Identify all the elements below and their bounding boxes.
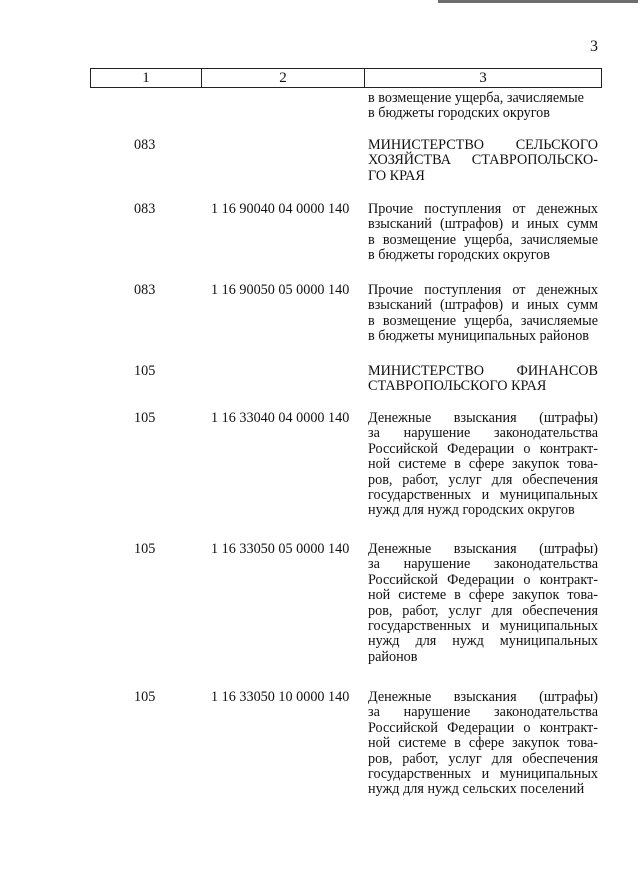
row-code-admin: 083 bbox=[134, 201, 156, 217]
description-line: МИНИСТЕРСТВО СЕЛЬСКОГО bbox=[368, 137, 598, 153]
description-line: нужд для нужд муниципальных bbox=[368, 633, 598, 650]
description-line: за нарушение законодательства bbox=[368, 704, 598, 721]
row-code-admin: 105 bbox=[134, 689, 156, 705]
description-line: нужд для нужд городских округов bbox=[368, 502, 575, 519]
description-line: МИНИСТЕРСТВО ФИНАНСОВ bbox=[368, 363, 598, 379]
page-number: 3 bbox=[590, 38, 598, 55]
description-line: Денежные взыскания (штрафы) bbox=[368, 541, 598, 557]
description-line: государственных и муниципальных bbox=[368, 618, 598, 635]
description-line: за нарушение законодательства bbox=[368, 556, 598, 573]
row-code-admin: 105 bbox=[134, 541, 156, 557]
description-line: в бюджеты муниципальных районов bbox=[368, 328, 589, 345]
description-line: ной системе в сфере закупок това- bbox=[368, 456, 598, 473]
description-line: ГО КРАЯ bbox=[368, 167, 425, 184]
header-column-3: 3 bbox=[479, 70, 487, 86]
continuation-line: в возмещение ущерба, зачисляемые bbox=[368, 90, 584, 106]
description-line: ной системе в сфере закупок това- bbox=[368, 587, 598, 604]
description-line: Российской Федерации о контракт- bbox=[368, 719, 598, 736]
description-line: ров, работ, услуг для обеспечения bbox=[368, 750, 598, 767]
row-description bbox=[368, 411, 598, 519]
description-line: Российской Федерации о контракт- bbox=[368, 571, 598, 588]
description-line: Российской Федерации о контракт- bbox=[368, 440, 598, 457]
description-line: нужд для нужд сельских поселений bbox=[368, 781, 585, 798]
row-code-admin: 105 bbox=[134, 363, 156, 379]
description-line: ров, работ, услуг для обеспечения bbox=[368, 602, 598, 619]
description-line: государственных и муниципальных bbox=[368, 766, 598, 783]
description-line: в возмещение ущерба, зачисляемые bbox=[368, 231, 598, 248]
continuation-text bbox=[368, 91, 598, 122]
row-code-admin: 083 bbox=[134, 282, 156, 298]
row-description bbox=[368, 138, 598, 184]
row-code-income: 1 16 33040 04 0000 140 bbox=[211, 410, 350, 426]
description-line: ХОЗЯЙСТВА СТАВРОПОЛЬСКО- bbox=[368, 152, 598, 169]
description-line: взысканий (штрафов) и иных сумм bbox=[368, 216, 598, 233]
description-line: в бюджеты городских округов bbox=[368, 247, 550, 264]
row-code-income: 1 16 33050 05 0000 140 bbox=[211, 541, 350, 557]
row-code-admin: 105 bbox=[134, 410, 156, 426]
description-line: взысканий (штрафов) и иных сумм bbox=[368, 297, 598, 314]
description-line: государственных и муниципальных bbox=[368, 487, 598, 504]
table-header-row bbox=[90, 68, 602, 88]
continuation-line: в бюджеты городских округов bbox=[368, 105, 550, 122]
row-description bbox=[368, 202, 598, 264]
row-description bbox=[368, 690, 598, 798]
description-line: ров, работ, услуг для обеспечения bbox=[368, 471, 598, 488]
row-description bbox=[368, 364, 598, 395]
header-column-1: 1 bbox=[91, 69, 202, 87]
row-description bbox=[368, 283, 598, 345]
description-line: Прочие поступления от денежных bbox=[368, 282, 598, 298]
header-column-2: 2 bbox=[202, 69, 365, 87]
scan-edge-line bbox=[438, 0, 638, 3]
description-line: СТАВРОПОЛЬСКОГО КРАЯ bbox=[368, 378, 547, 395]
row-description bbox=[368, 542, 598, 665]
row-code-income: 1 16 33050 10 0000 140 bbox=[211, 689, 350, 705]
row-code-income: 1 16 90050 05 0000 140 bbox=[211, 282, 350, 298]
description-line: в возмещение ущерба, зачисляемые bbox=[368, 312, 598, 329]
description-line: за нарушение законодательства bbox=[368, 425, 598, 442]
description-line: Прочие поступления от денежных bbox=[368, 201, 598, 217]
row-code-admin: 083 bbox=[134, 137, 156, 153]
description-line: районов bbox=[368, 648, 418, 665]
row-code-income: 1 16 90040 04 0000 140 bbox=[211, 201, 350, 217]
description-line: Денежные взыскания (штрафы) bbox=[368, 410, 598, 426]
description-line: ной системе в сфере закупок това- bbox=[368, 735, 598, 752]
description-line: Денежные взыскания (штрафы) bbox=[368, 689, 598, 705]
